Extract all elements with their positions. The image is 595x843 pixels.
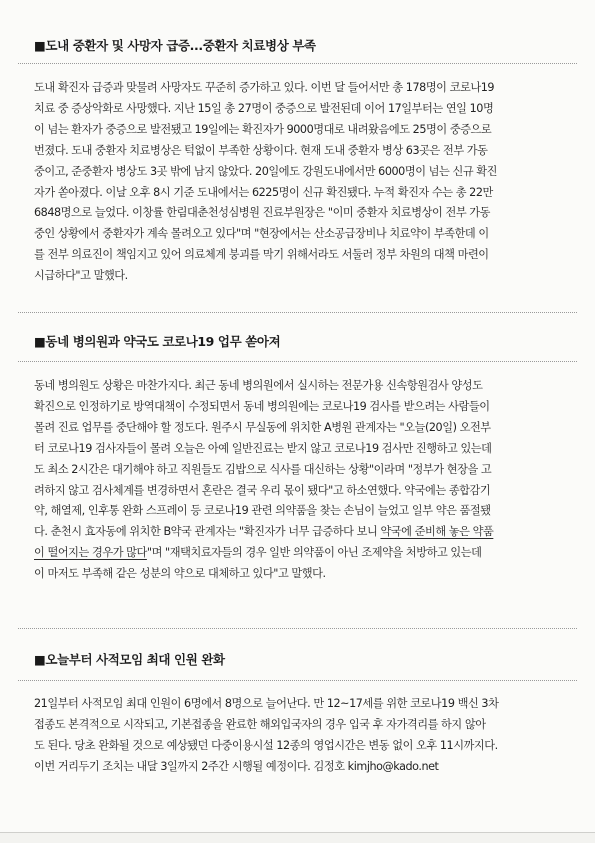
article-paragraph xyxy=(34,376,564,585)
text-line: 이 마저도 부족해 같은 성분의 약으로 대체하고 있다"고 말했다. xyxy=(34,567,326,581)
text-line: 몰려 진료 업무를 중단해야 할 정도다. 원주시 무실동에 위치한 A병원 관계자는 "오늘(20일) 오전부 xyxy=(34,420,491,434)
underlined-phrase: 이 떨어지는 경우가 많다 xyxy=(34,546,147,560)
divider xyxy=(18,680,577,681)
section-title: 동네 병의원과 약국도 코로나19 업무 쏟아져 xyxy=(45,334,281,349)
section-heading xyxy=(34,652,565,668)
text-line: 확진으로 인정하기로 방역대책이 수정되면서 동네 병의원에는 코로나19 검사를 받으려는 사람들이 xyxy=(34,399,490,413)
bullet-square: ■ xyxy=(34,38,46,53)
section-heading xyxy=(34,38,565,54)
text-line: 려하지 않고 검사체계를 변경하면서 혼란은 결국 우리 몫이 됐다"고 하소연했다. 약국에는 종합감기 xyxy=(34,483,491,497)
text-line: 중인 상황에서 중환자가 계속 몰려오고 있다"며 "현장에서는 산소공급장비나 치료약이 부족한데 이 xyxy=(34,227,489,241)
article-paragraph xyxy=(34,78,564,287)
text-line: 21일부터 사적모임 최대 인원이 6명에서 8명으로 늘어난다. 만 12~17세를 위한 코로나19 백신 3차 xyxy=(34,697,499,710)
article-paragraph xyxy=(34,694,564,778)
text-line: 도내 확진자 급증과 맞물려 사망자도 꾸준히 증가하고 있다. 이번 달 들어서만 총 178명이 코로나19 xyxy=(34,81,495,94)
text-line: 접종도 본격적으로 시작되고, 기본접종을 완료한 해외입국자의 경우 입국 후 자가격리를 하지 않아 xyxy=(34,717,486,731)
text-line xyxy=(34,522,564,543)
divider xyxy=(18,628,577,629)
section-title: 도내 중환자 및 사망자 급증...중환자 치료병상 부족 xyxy=(45,38,316,53)
text-line: 번졌다. 도내 중환자 치료병상은 턱없이 부족한 상황이다. 현재 도내 중환자 병상 63곳은 전부 가동 xyxy=(34,143,488,157)
text-fragment: 다. 춘천시 효자동에 위치한 B약국 관계자는 "확진자가 너무 급증하다 보니 xyxy=(34,525,381,539)
page-bottom-edge xyxy=(0,832,595,843)
text-line: 동네 병의원도 상황은 마찬가지다. 최근 동네 병의원에서 실시하는 전문가용 신속항원검사 양성도 xyxy=(34,379,483,392)
text-line: 이 넘는 환자가 중증으로 발전됐고 19일에는 확진자가 9000명대로 내려왔음에도 25명이 중증으로 xyxy=(34,122,492,136)
bullet-square: ■ xyxy=(34,334,46,349)
text-line: 도 최소 2시간은 대기해야 하고 직원들도 김밥으로 식사를 대신하는 상황"이라며 "정부가 현장을 고 xyxy=(34,462,492,476)
text-line: 6848명으로 늘었다. 이창률 한림대춘천성심병원 진료부원장은 "이미 중환자 치료병상이 전부 가동 xyxy=(34,206,491,220)
text-line: 터 코로나19 검사자들이 몰려 오늘은 아예 일반진료는 받지 않고 코로나19 검사만 진행하고 있는데 xyxy=(34,441,492,455)
text-line: 약, 해열제, 인후통 완화 스프레이 등 코로나19 관련 의약품을 찾는 손님이 늘었고 일부 약은 품절됐 xyxy=(34,504,491,518)
divider xyxy=(18,361,577,362)
text-line: 도 된다. 당초 완화될 것으로 예상됐던 다중이용시설 12종의 영업시간은 변동 없이 오후 11시까지다. xyxy=(34,738,498,752)
text-line xyxy=(34,543,564,564)
text-line: 를 전부 의료진이 책임지고 있어 의료체계 붕괴를 막기 위해서라도 서둘러 정부 차원의 대책 마련이 xyxy=(34,248,489,262)
section-heading xyxy=(34,334,565,350)
underlined-phrase: 약국에 준비해 놓은 약품 xyxy=(380,525,494,539)
text-line: 자가 쏟아졌다. 이날 오후 8시 기준 도내에서는 6225명이 신규 확진됐다. 누적 확진자 수는 총 22만 xyxy=(34,185,493,199)
text-line: 이번 거리두기 조치는 내달 3일까지 2주간 시행될 예정이다. 김정호 kimjho@kado.net xyxy=(34,759,439,773)
text-fragment: "며 "재택치료자들의 경우 일반 의약품이 아닌 조제약을 처방하고 있는데 xyxy=(146,546,482,560)
divider xyxy=(18,312,577,313)
text-line: 중이고, 준중환자 병상도 3곳 밖에 남지 않았다. 20일에도 강원도내에서만 6000명이 넘는 신규 확진 xyxy=(34,164,498,178)
text-line: 시급하다"고 말했다. xyxy=(34,269,128,283)
section-title: 오늘부터 사적모임 최대 인원 완화 xyxy=(45,652,225,667)
bullet-square: ■ xyxy=(34,652,46,667)
divider xyxy=(18,63,577,64)
text-line: 치료 중 증상악화로 사망했다. 지난 15일 총 27명이 중증으로 발전된데 이어 17일부터는 연일 10명 xyxy=(34,101,494,115)
